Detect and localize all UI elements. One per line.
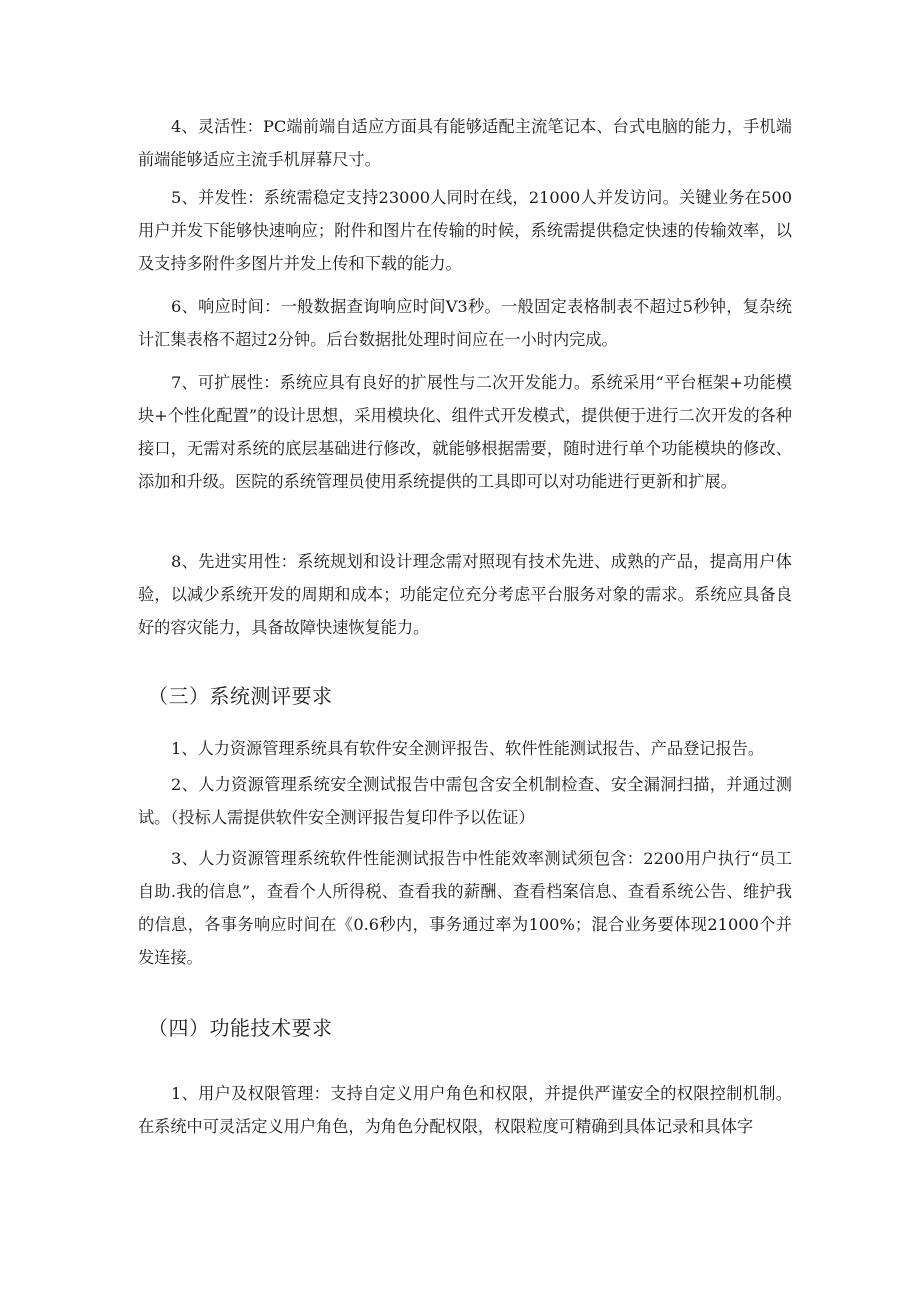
paragraph-security-testing: 2、人力资源管理系统安全测试报告中需包含安全机制检查、安全漏洞扫描，并通过测试。（投标人需提供软件安全测评报告复印件予以佐证） bbox=[138, 775, 792, 827]
paragraph-evaluation-reports: 1、人力资源管理系统具有软件安全测评报告、软件性能测试报告、产品登记报告。 bbox=[171, 739, 765, 758]
section-heading-functional: （四）功能技术要求 bbox=[148, 1016, 333, 1040]
paragraph-performance-testing: 3、人力资源管理系统软件性能测试报告中性能效率测试须包含：2200用户执行“员工自助.我的信息”，查看个人所得税、查看我的薪酬、查看档案信息、查看系统公告、维护我的信息，各事务响应时间在《0.6秒内，事务通过率为100%；混合业务要体现21000个并发连接。 bbox=[138, 849, 792, 967]
paragraph-flexibility: 4、灵活性：PC端前端自适应方面具有能够适配主流笔记本、台式电脑的能力，手机端前端能够适应主流手机屏幕尺寸。 bbox=[138, 117, 792, 169]
paragraph-scalability: 7、可扩展性：系统应具有良好的扩展性与二次开发能力。系统采用“平台框架+功能模块+个性化配置”的设计思想，采用模块化、组件式开发模式，提供便于进行二次开发的各种接口，无需对系统的底层基础进行修改，就能够根据需要，随时进行单个功能模块的修改、添加和升级。医院的系统管理员使用系统提供的工具即可以对功能进行更新和扩展。 bbox=[138, 373, 792, 491]
paragraph-concurrency: 5、并发性：系统需稳定支持23000人同时在线，21000人并发访问。关键业务在500用户并发下能够快速响应；附件和图片在传输的时候，系统需提供稳定快速的传输效率，以及支持多附件多图片并发上传和下载的能力。 bbox=[138, 188, 792, 273]
paragraph-user-permissions: 1、用户及权限管理：支持自定义用户角色和权限，并提供严谨安全的权限控制机制。在系统中可灵活定义用户角色，为角色分配权限，权限粒度可精确到具体记录和具体字 bbox=[138, 1084, 792, 1136]
paragraph-advanced-practicality: 8、先进实用性：系统规划和设计理念需对照现有技术先进、成熟的产品，提高用户体验，以减少系统开发的周期和成本；功能定位充分考虑平台服务对象的需求。系统应具备良好的容灾能力，具备故障快速恢复能力。 bbox=[138, 552, 792, 637]
paragraph-response-time: 6、响应时间：一般数据查询响应时间V3秒。一般固定表格制表不超过5秒钟，复杂统计汇集表格不超过2分钟。后台数据批处理时间应在一小时内完成。 bbox=[138, 297, 792, 349]
section-heading-evaluation: （三）系统测评要求 bbox=[148, 684, 333, 708]
